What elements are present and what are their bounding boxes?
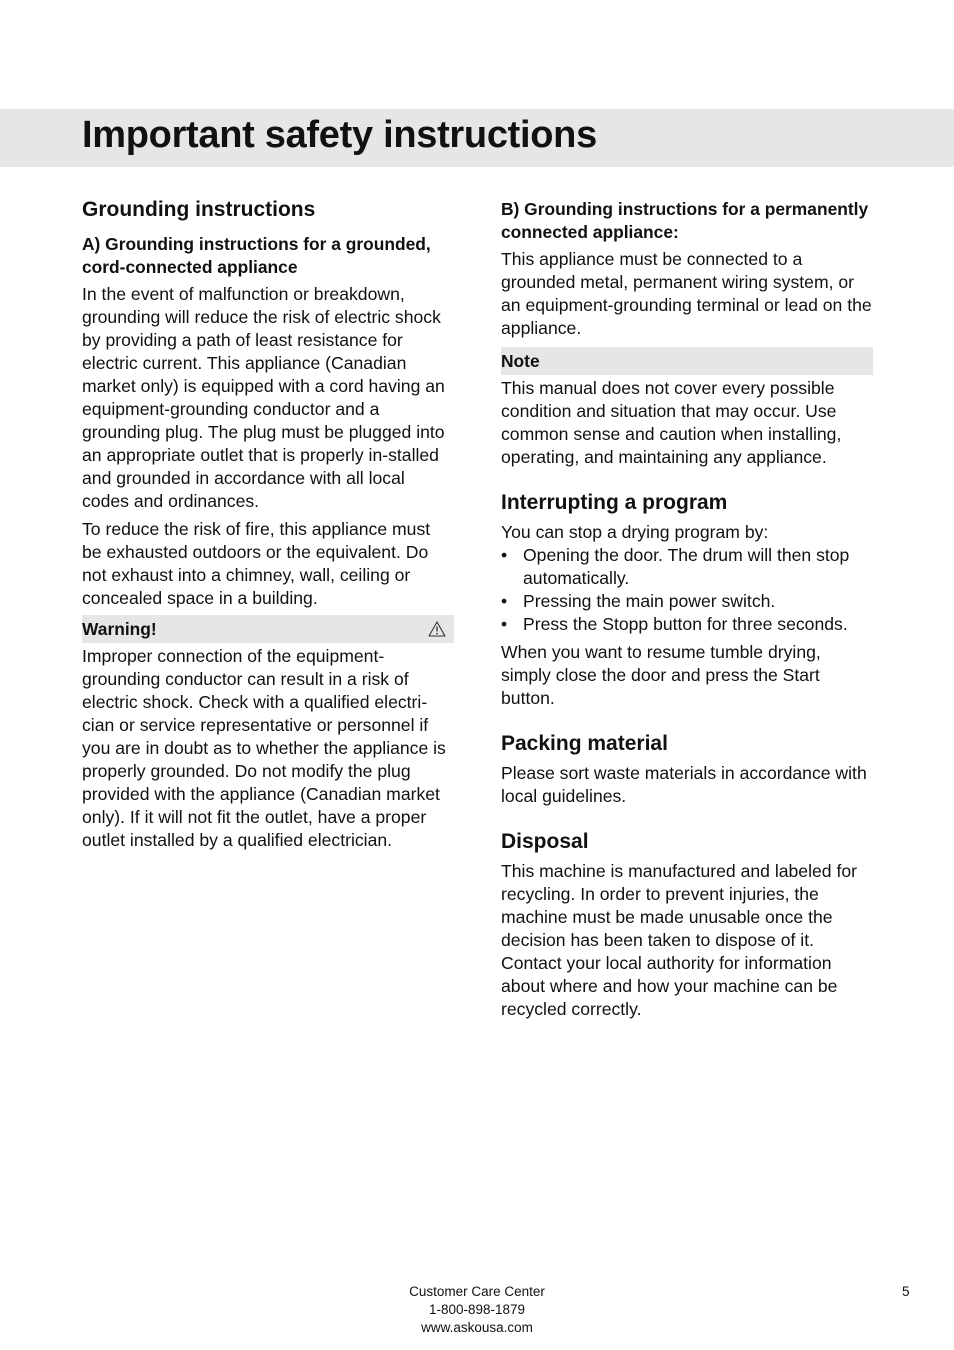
page-number: 5 — [902, 1284, 910, 1299]
note-box — [501, 347, 873, 375]
interrupt-section — [501, 489, 873, 710]
footer-website: www.askousa.com — [421, 1320, 533, 1335]
packing-section — [501, 730, 873, 808]
disposal-heading: Disposal — [501, 830, 589, 853]
right-column — [501, 196, 873, 1026]
grounding-sub-a: A) Grounding instructions for a grounded, cord-connected appliance — [82, 234, 431, 277]
footer-customer-care: Customer Care Center — [409, 1284, 545, 1299]
warning-box — [82, 615, 454, 643]
warning-text: Improper connection of the equipment-grounding conductor can result in a risk of electric shock. Check with a qualified electri-cian or service representative or personnel if you are in doubt as to whether the appliance is properly grounded. Do not modify the plug provided with the appliance (Canadian market only). If it will not fit the outlet, have a proper outlet installed by a qualified electrician. — [82, 646, 446, 850]
disposal-text: This machine is manufactured and labeled for recycling. In order to prevent injuries, the machine must be made unusable once the decision has been taken to dispose of it. Contact your local authority for information about where and how your machine can be recycled correctly. — [501, 861, 857, 1019]
warning-triangle-icon — [428, 621, 446, 637]
packing-text: Please sort waste materials in accordance with local guidelines. — [501, 763, 867, 806]
bullet: • — [501, 614, 508, 634]
list-item: • Opening the door. The drum will then stop automatically. — [501, 545, 850, 588]
interrupt-heading: Interrupting a program — [501, 491, 728, 514]
grounding-paragraph-2: To reduce the risk of fire, this appliance must be exhausted outdoors or the equivalent. Do not exhaust into a chimney, wall, ceiling or concealed space in a building. — [82, 519, 431, 608]
bullet: • — [501, 591, 508, 611]
list-item: • Pressing the main power switch. — [501, 591, 776, 611]
interrupt-list — [501, 544, 873, 636]
interrupt-intro: You can stop a drying program by: — [501, 522, 769, 542]
grounding-paragraph-1: In the event of malfunction or breakdown, grounding will reduce the risk of electric shock by providing a path of least resistance for electric current. This appliance (Canadian market only) is equipped with a cord having an equipment-grounding conductor and a grounding plug. The plug must be plugged into an appropriate outlet that is properly in-stalled and grounded in accordance with all local codes and ordinances. — [82, 284, 445, 511]
bullet: • — [501, 545, 508, 565]
footer — [0, 1283, 954, 1337]
interrupt-outro: When you want to resume tumble drying, simply close the door and press the Start button. — [501, 642, 821, 708]
note-text: This manual does not cover every possible condition and situation that may occur. Use common sense and caution when installing, operating, and maintaining any appliance. — [501, 378, 842, 467]
footer-phone: 1-800-898-1879 — [428, 1302, 526, 1317]
disposal-section — [501, 828, 873, 1021]
grounding-heading: Grounding instructions — [82, 198, 316, 221]
packing-heading: Packing material — [501, 732, 668, 755]
left-column — [82, 196, 454, 857]
warning-label: Warning! — [82, 619, 157, 639]
page-title: Important safety instructions — [82, 114, 597, 156]
grounding-sub-b: B) Grounding instructions for a permanently connected appliance: — [501, 199, 869, 242]
list-item: • Press the Stopp button for three seconds. — [501, 614, 848, 634]
note-label: Note — [501, 351, 540, 371]
grounding-paragraph-b: This appliance must be connected to a grounded metal, permanent wiring system, or an equipment-grounding terminal or lead on the appliance. — [501, 249, 872, 338]
